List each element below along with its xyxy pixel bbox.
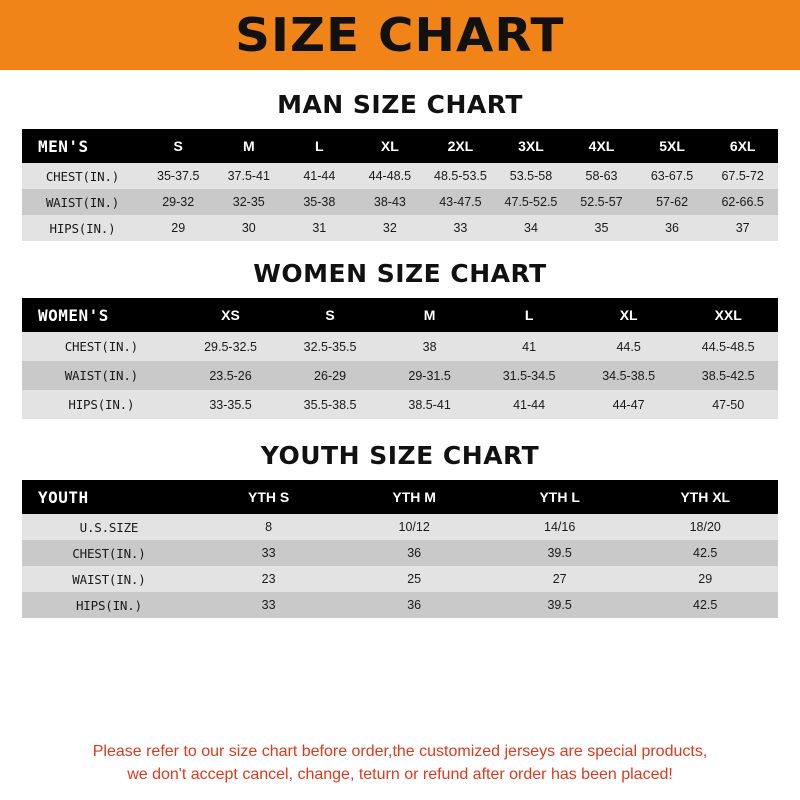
charts-container — [0, 70, 800, 800]
cell: 47.5-52.5 — [496, 189, 567, 215]
cell: 38 — [380, 332, 480, 361]
table-header-row — [22, 298, 778, 332]
cell: 29 — [143, 215, 214, 241]
row-label: CHEST(IN.) — [22, 332, 181, 361]
women-col-header: XS — [181, 298, 281, 332]
cell: 33 — [425, 215, 496, 241]
table-row — [22, 514, 778, 540]
table-header-row — [22, 480, 778, 514]
cell: 42.5 — [632, 592, 778, 618]
table-row — [22, 332, 778, 361]
row-label: WAIST(IN.) — [22, 566, 196, 592]
men-col-header: 6XL — [707, 129, 778, 163]
cell: 38-43 — [355, 189, 426, 215]
men-col-header: S — [143, 129, 214, 163]
cell: 38.5-42.5 — [678, 361, 778, 390]
page-banner — [0, 0, 800, 70]
cell: 67.5-72 — [707, 163, 778, 189]
cell: 44.5-48.5 — [678, 332, 778, 361]
cell: 32.5-35.5 — [280, 332, 380, 361]
cell: 29-32 — [143, 189, 214, 215]
cell: 47-50 — [678, 390, 778, 419]
cell: 23.5-26 — [181, 361, 281, 390]
table-row — [22, 540, 778, 566]
cell: 44.5 — [579, 332, 679, 361]
youth-col-header: YTH XL — [632, 480, 778, 514]
cell: 10/12 — [341, 514, 487, 540]
youth-table-body — [22, 514, 778, 618]
page-title: SIZE CHART — [235, 8, 565, 62]
women-col-header: XXL — [678, 298, 778, 332]
cell: 25 — [341, 566, 487, 592]
cell: 31 — [284, 215, 355, 241]
cell: 37.5-41 — [214, 163, 285, 189]
cell: 41-44 — [284, 163, 355, 189]
table-header-row — [22, 129, 778, 163]
cell: 34.5-38.5 — [579, 361, 679, 390]
cell: 31.5-34.5 — [479, 361, 579, 390]
women-col-header: S — [280, 298, 380, 332]
table-row — [22, 189, 778, 215]
youth-col-header: YTH S — [196, 480, 342, 514]
table-row — [22, 592, 778, 618]
youth-table-head — [22, 480, 778, 514]
footer-note-line-2: we don't accept cancel, change, teturn or refund after order has been placed! — [127, 765, 673, 783]
cell: 38.5-41 — [380, 390, 480, 419]
cell: 32-35 — [214, 189, 285, 215]
cell: 33-35.5 — [181, 390, 281, 419]
men-col-header: 5XL — [637, 129, 708, 163]
row-label: HIPS(IN.) — [22, 390, 181, 419]
cell: 39.5 — [487, 540, 633, 566]
men-col-header: 4XL — [566, 129, 637, 163]
cell: 52.5-57 — [566, 189, 637, 215]
cell: 57-62 — [637, 189, 708, 215]
cell: 26-29 — [280, 361, 380, 390]
cell: 35.5-38.5 — [280, 390, 380, 419]
cell: 29 — [632, 566, 778, 592]
row-label: CHEST(IN.) — [22, 163, 143, 189]
row-label: U.S.SIZE — [22, 514, 196, 540]
footer-note-line-1: Please refer to our size chart before order,the customized jerseys are special products, — [92, 742, 708, 760]
cell: 23 — [196, 566, 342, 592]
women-col-header: XL — [579, 298, 679, 332]
footer-note — [22, 728, 778, 800]
cell: 42.5 — [632, 540, 778, 566]
youth-size-table — [22, 480, 778, 618]
cell: 29.5-32.5 — [181, 332, 281, 361]
cell: 53.5-58 — [496, 163, 567, 189]
youth-col-header: YTH L — [487, 480, 633, 514]
women-section-title: WOMEN SIZE CHART — [253, 259, 547, 288]
cell: 44-47 — [579, 390, 679, 419]
row-label: HIPS(IN.) — [22, 215, 143, 241]
cell: 58-63 — [566, 163, 637, 189]
table-row — [22, 390, 778, 419]
men-col-header: L — [284, 129, 355, 163]
row-label: WAIST(IN.) — [22, 361, 181, 390]
men-table-body — [22, 163, 778, 241]
women-table-body — [22, 332, 778, 419]
men-row-label-header: MEN'S — [22, 129, 143, 163]
cell: 18/20 — [632, 514, 778, 540]
cell: 33 — [196, 540, 342, 566]
men-col-header: XL — [355, 129, 426, 163]
youth-row-label-header: YOUTH — [22, 480, 196, 514]
cell: 36 — [341, 540, 487, 566]
cell: 44-48.5 — [355, 163, 426, 189]
cell: 35-38 — [284, 189, 355, 215]
table-row — [22, 361, 778, 390]
cell: 8 — [196, 514, 342, 540]
youth-section-title: YOUTH SIZE CHART — [260, 441, 540, 470]
cell: 48.5-53.5 — [425, 163, 496, 189]
cell: 41 — [479, 332, 579, 361]
cell: 35 — [566, 215, 637, 241]
cell: 35-37.5 — [143, 163, 214, 189]
men-table-head — [22, 129, 778, 163]
cell: 30 — [214, 215, 285, 241]
cell: 63-67.5 — [637, 163, 708, 189]
cell: 29-31.5 — [380, 361, 480, 390]
cell: 37 — [707, 215, 778, 241]
men-section-title: MAN SIZE CHART — [277, 90, 523, 119]
row-label: WAIST(IN.) — [22, 189, 143, 215]
cell: 39.5 — [487, 592, 633, 618]
men-size-table — [22, 129, 778, 241]
cell: 34 — [496, 215, 567, 241]
cell: 32 — [355, 215, 426, 241]
cell: 33 — [196, 592, 342, 618]
row-label: CHEST(IN.) — [22, 540, 196, 566]
table-row — [22, 163, 778, 189]
row-label: HIPS(IN.) — [22, 592, 196, 618]
cell: 41-44 — [479, 390, 579, 419]
cell: 27 — [487, 566, 633, 592]
men-col-header: 2XL — [425, 129, 496, 163]
women-size-table — [22, 298, 778, 419]
cell: 43-47.5 — [425, 189, 496, 215]
cell: 36 — [341, 592, 487, 618]
women-col-header: M — [380, 298, 480, 332]
women-row-label-header: WOMEN'S — [22, 298, 181, 332]
cell: 14/16 — [487, 514, 633, 540]
women-table-head — [22, 298, 778, 332]
table-row — [22, 215, 778, 241]
men-col-header: 3XL — [496, 129, 567, 163]
cell: 62-66.5 — [707, 189, 778, 215]
women-col-header: L — [479, 298, 579, 332]
youth-col-header: YTH M — [341, 480, 487, 514]
table-row — [22, 566, 778, 592]
cell: 36 — [637, 215, 708, 241]
men-col-header: M — [214, 129, 285, 163]
